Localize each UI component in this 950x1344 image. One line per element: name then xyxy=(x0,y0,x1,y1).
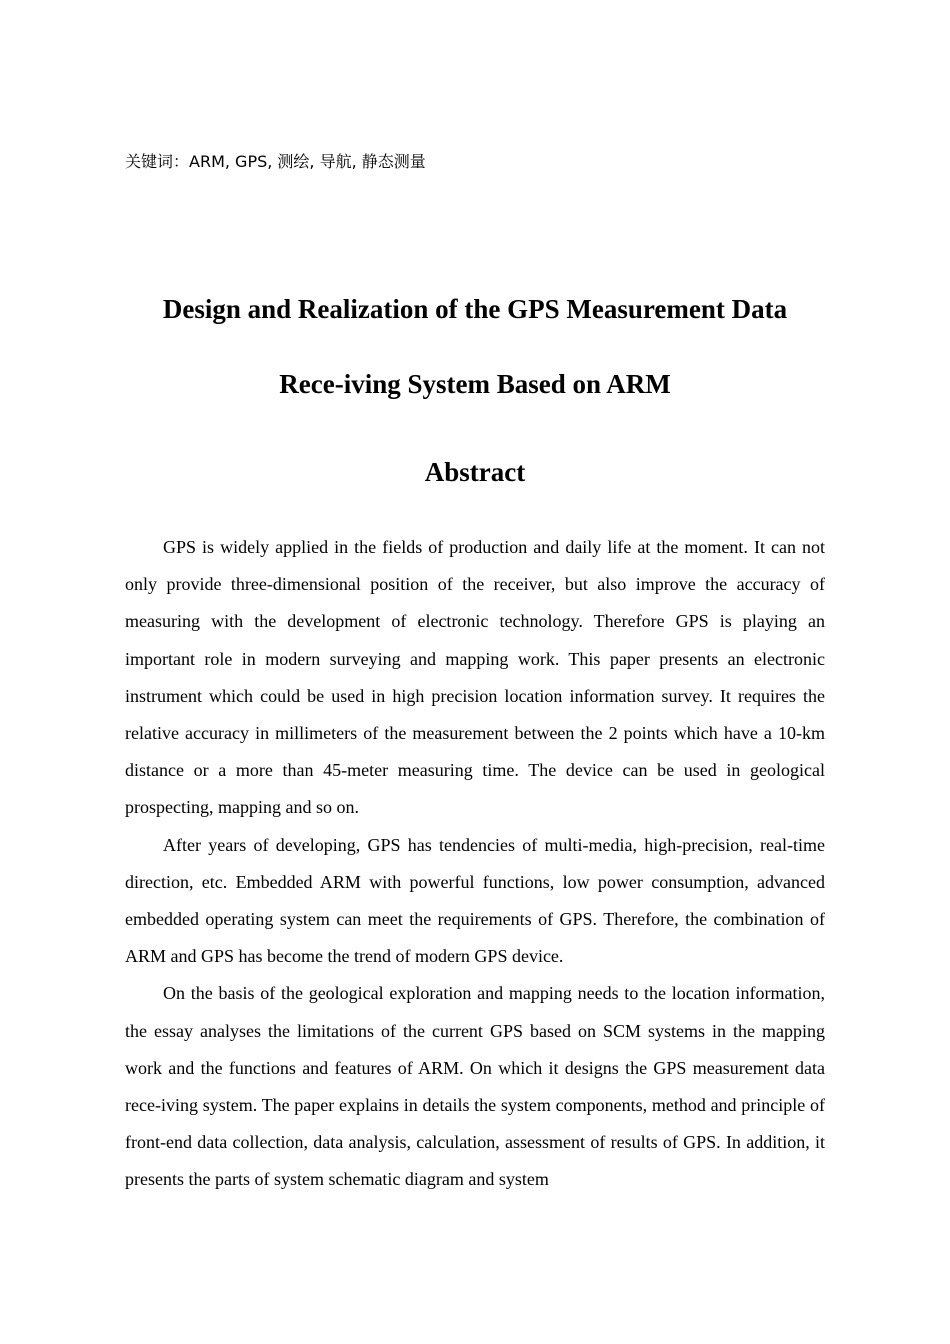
abstract-paragraph-3: On the basis of the geological exploration and mapping needs to the location information, the essay analyses the limitations of the current GPS based on SCM systems in the mapping work and the functions and features of ARM. On which it designs the GPS measurement data rece-iving system. The paper explains in details the system components, method and principle of front-end data collection, data analysis, calculation, assessment of results of GPS. In addition, it presents the parts of system schematic diagram and system xyxy=(125,983,825,1190)
abstract-heading: Abstract xyxy=(424,457,526,487)
paper-title-line-1: Design and Realization of the GPS Measurement Data xyxy=(162,294,788,324)
paper-title-line-2: Rece-iving System Based on ARM xyxy=(279,369,671,399)
abstract-paragraph-1: GPS is widely applied in the fields of production and daily life at the moment. It can not only provide three-dimensional position of the receiver, but also improve the accuracy of measuring with the development of electronic technology. Therefore GPS is playing an important role in modern surveying and mapping work. This paper presents an electronic instrument which could be used in high precision location information survey. It requires the relative accuracy in millimeters of the measurement between the 2 points which have a 10-km distance or a more than 45-meter measuring time. The device can be used in geological prospecting, mapping and so on. xyxy=(125,537,825,818)
keywords-line: 关键词：ARM, GPS, 测绘, 导航, 静态测量 xyxy=(125,152,426,171)
abstract-body xyxy=(125,529,825,1199)
abstract-paragraph-2: After years of developing, GPS has tendencies of multi-media, high-precision, real-time direction, etc. Embedded ARM with powerful functions, low power consumption, advanced embedded operating system can meet the requirements of GPS. Therefore, the combination of ARM and GPS has become the trend of modern GPS device. xyxy=(125,834,825,967)
